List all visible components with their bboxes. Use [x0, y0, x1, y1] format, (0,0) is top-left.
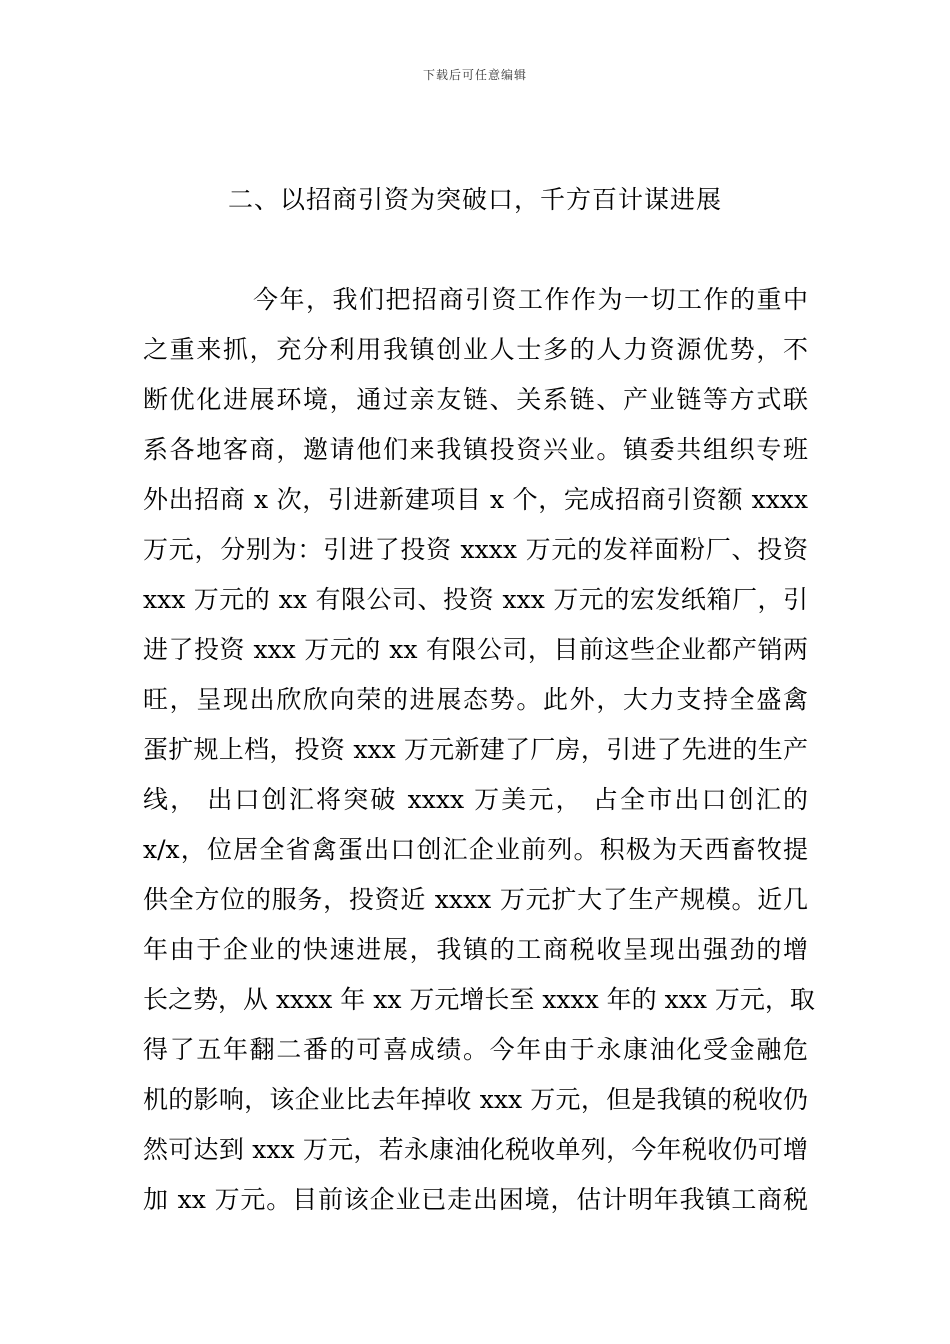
paragraph-line: 然可达到 xxx 万元，若永康油化税收单列，今年税收仍可增 — [143, 1135, 808, 1164]
paragraph-line: 万元，分别为：引进了投资 xxxx 万元的发祥面粉厂、投资 — [143, 535, 808, 564]
paragraph-line: 断优化进展环境，通过亲友链、关系链、产业链等方式联 — [143, 385, 808, 414]
paragraph-line: 长之势，从 xxxx 年 xx 万元增长至 xxxx 年的 xxx 万元，取 — [143, 985, 815, 1014]
paragraph-line: 之重来抓，充分利用我镇创业人士多的人力资源优势，不 — [143, 335, 808, 364]
paragraph-line: 得了五年翻二番的可喜成绩。今年由于永康油化受金融危 — [143, 1035, 808, 1064]
paragraph-line: 旺，呈现出欣欣向荣的进展态势。此外，大力支持全盛禽 — [143, 685, 808, 714]
paragraph-line: 今年，我们把招商引资工作作为一切工作的重中 — [253, 285, 808, 314]
body-paragraph — [143, 285, 815, 1235]
paragraph-line: 进了投资 xxx 万元的 xx 有限公司，目前这些企业都产销两 — [143, 635, 808, 664]
paragraph-line: 系各地客商，邀请他们来我镇投资兴业。镇委共组织专班 — [143, 435, 808, 464]
paragraph-line: 机的影响，该企业比去年掉收 xxx 万元，但是我镇的税收仍 — [143, 1085, 808, 1114]
paragraph-line: 线， 出口创汇将突破 xxxx 万美元， 占全市出口创汇的 — [143, 785, 808, 814]
paragraph-line: x/x，位居全省禽蛋出口创汇企业前列。积极为天西畜牧提 — [143, 835, 808, 864]
paragraph-line: 供全方位的服务，投资近 xxxx 万元扩大了生产规模。近几 — [143, 885, 808, 914]
paragraph-line: 年由于企业的快速进展，我镇的工商税收呈现出强劲的增 — [143, 935, 808, 964]
download-note: 下载后可任意编辑 — [422, 68, 527, 82]
paragraph-line: 加 xx 万元。目前该企业已走出困境，估计明年我镇工商税 — [143, 1185, 808, 1214]
section-title: 二、以招商引资为突破口，千方百计谋进展 — [227, 185, 722, 214]
paragraph-line: 蛋扩规上档，投资 xxx 万元新建了厂房，引进了先进的生产 — [143, 735, 808, 764]
paragraph-line: 外出招商 x 次，引进新建项目 x 个，完成招商引资额 xxxx — [143, 485, 808, 514]
paragraph-line: xxx 万元的 xx 有限公司、投资 xxx 万元的宏发纸箱厂，引 — [143, 585, 808, 614]
